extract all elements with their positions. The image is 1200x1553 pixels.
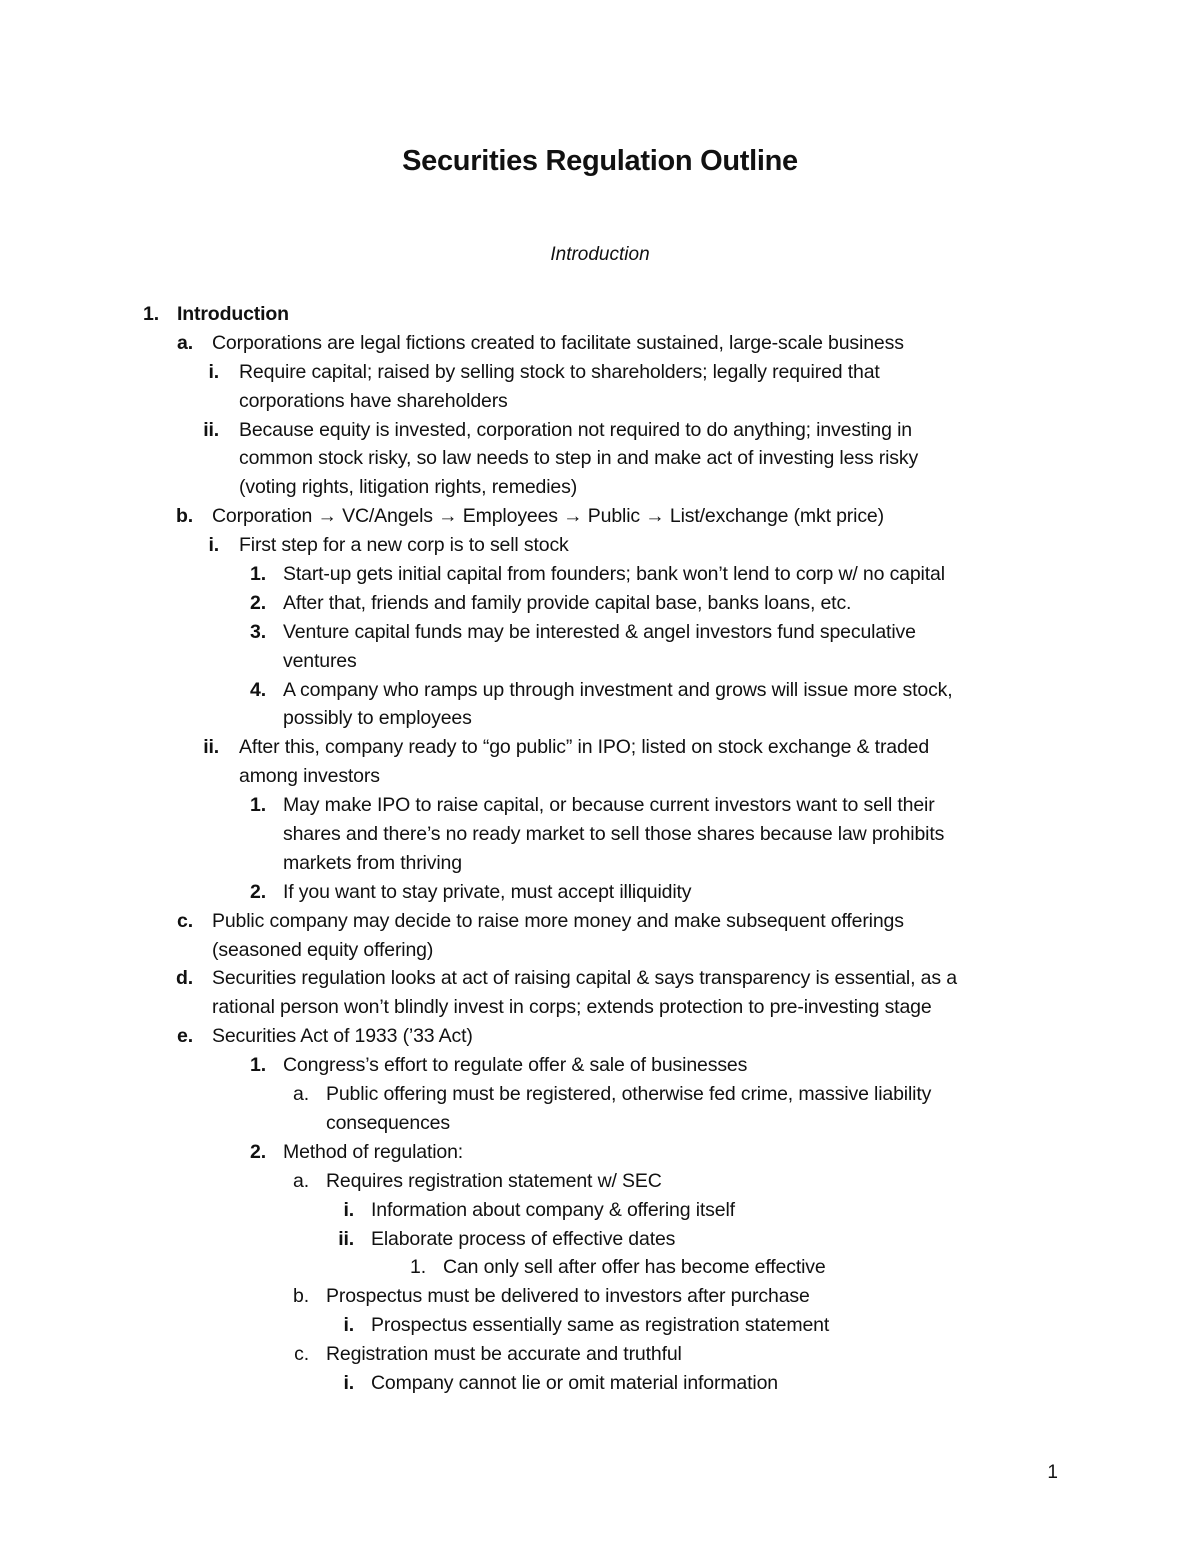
outline-text: A company who ramps up through investment and grows will issue more stock, bbox=[283, 678, 953, 701]
outline-text: rational person won’t blindly invest in corps; extends protection to pre-investing stage bbox=[212, 996, 932, 1019]
outline-text: Because equity is invested, corporation not required to do anything; investing in bbox=[239, 418, 912, 441]
outline-marker: a. bbox=[177, 331, 193, 354]
outline-marker: 1. bbox=[250, 563, 266, 586]
outline-marker: i. bbox=[208, 360, 219, 383]
outline-marker: 2. bbox=[250, 591, 266, 614]
outline-marker: ii. bbox=[338, 1227, 354, 1250]
outline-row bbox=[0, 878, 1200, 907]
outline-marker: 1. bbox=[143, 303, 159, 325]
outline-row bbox=[0, 704, 1200, 733]
outline-text: Securities Act of 1933 (’33 Act) bbox=[212, 1025, 473, 1048]
outline-row bbox=[0, 907, 1200, 936]
outline-marker: a. bbox=[293, 1169, 309, 1192]
outline-row bbox=[0, 473, 1200, 502]
outline-marker: 1. bbox=[250, 1054, 266, 1077]
outline-row bbox=[0, 618, 1200, 647]
outline-row bbox=[0, 1167, 1200, 1196]
outline-row bbox=[0, 1138, 1200, 1167]
outline-row bbox=[0, 560, 1200, 589]
outline-text: among investors bbox=[239, 765, 380, 788]
outline-row bbox=[0, 964, 1200, 993]
outline-marker: 2. bbox=[250, 1140, 266, 1163]
outline-row bbox=[0, 791, 1200, 820]
outline-text: Public offering must be registered, otherwise fed crime, massive liability bbox=[326, 1083, 932, 1106]
outline-text: Registration must be accurate and truthful bbox=[326, 1343, 682, 1366]
outline-text: Requires registration statement w/ SEC bbox=[326, 1169, 662, 1192]
outline-text: First step for a new corp is to sell stock bbox=[239, 534, 569, 557]
outline-text: Public company may decide to raise more money and make subsequent offerings bbox=[212, 909, 904, 932]
outline-row bbox=[0, 1311, 1200, 1340]
outline-marker: i. bbox=[343, 1371, 354, 1394]
outline-marker: 1. bbox=[410, 1256, 426, 1279]
section-subtitle: Introduction bbox=[550, 244, 650, 265]
outline-text: common stock risky, so law needs to step in and make act of investing less risky bbox=[239, 447, 919, 470]
outline-row bbox=[0, 1080, 1200, 1109]
outline-text: Corporations are legal fictions created to facilitate sustained, large-scale business bbox=[212, 331, 904, 354]
outline-text: (voting rights, litigation rights, remedies) bbox=[239, 476, 578, 499]
outline-marker: 1. bbox=[250, 794, 266, 817]
outline-text: Corporation → VC/Angels → Employees → Public → List/exchange (mkt price) bbox=[212, 505, 884, 528]
outline-text: Company cannot lie or omit material information bbox=[371, 1371, 778, 1394]
outline-row bbox=[0, 1369, 1200, 1398]
outline-text: Can only sell after offer has become effective bbox=[443, 1256, 826, 1279]
outline-row bbox=[0, 647, 1200, 676]
outline-text: Prospectus essentially same as registration statement bbox=[371, 1314, 830, 1337]
outline-text: markets from thriving bbox=[283, 851, 462, 874]
document-title: Securities Regulation Outline bbox=[402, 145, 798, 177]
outline-marker: c. bbox=[294, 1343, 309, 1366]
outline-row bbox=[0, 329, 1200, 358]
outline-text: ventures bbox=[283, 649, 357, 672]
outline-text: If you want to stay private, must accept illiquidity bbox=[283, 880, 692, 903]
outline-list bbox=[0, 300, 1200, 1398]
outline-row bbox=[0, 1253, 1200, 1282]
outline-marker: e. bbox=[177, 1025, 193, 1048]
outline-marker: i. bbox=[343, 1314, 354, 1337]
outline-text: After this, company ready to “go public” in IPO; listed on stock exchange & traded bbox=[239, 736, 930, 759]
outline-text: Venture capital funds may be interested & angel investors fund speculative bbox=[283, 620, 916, 643]
outline-row bbox=[0, 416, 1200, 445]
outline-marker: b. bbox=[175, 505, 193, 528]
outline-row bbox=[0, 936, 1200, 965]
outline-marker: 4. bbox=[250, 678, 266, 701]
outline-row bbox=[0, 387, 1200, 416]
outline-text: Method of regulation: bbox=[283, 1140, 464, 1163]
outline-text: (seasoned equity offering) bbox=[212, 938, 434, 961]
outline-row bbox=[0, 1225, 1200, 1254]
outline-row bbox=[0, 444, 1200, 473]
outline-marker: ii. bbox=[203, 418, 219, 441]
outline-marker: b. bbox=[293, 1285, 309, 1308]
outline-text: possibly to employees bbox=[283, 707, 472, 730]
outline-row bbox=[0, 676, 1200, 705]
outline-marker: a. bbox=[293, 1083, 309, 1106]
outline-row bbox=[0, 589, 1200, 618]
outline-marker: i. bbox=[208, 534, 219, 557]
outline-row bbox=[0, 300, 1200, 329]
page-number: 1 bbox=[1047, 1462, 1058, 1483]
outline-text: Prospectus must be delivered to investors after purchase bbox=[326, 1285, 810, 1308]
outline-row bbox=[0, 502, 1200, 531]
outline-text: Introduction bbox=[177, 303, 289, 325]
outline-row bbox=[0, 1022, 1200, 1051]
outline-row bbox=[0, 762, 1200, 791]
outline-text: Require capital; raised by selling stock to shareholders; legally required that bbox=[239, 360, 880, 383]
outline-text: After that, friends and family provide capital base, banks loans, etc. bbox=[283, 591, 852, 614]
outline-text: Start-up gets initial capital from founders; bank won’t lend to corp w/ no capital bbox=[283, 563, 945, 586]
outline-text: Securities regulation looks at act of raising capital & says transparency is essential, as a bbox=[212, 967, 957, 990]
outline-row bbox=[0, 1196, 1200, 1225]
outline-row bbox=[0, 820, 1200, 849]
outline-marker: ii. bbox=[203, 736, 219, 759]
outline-marker: i. bbox=[343, 1198, 354, 1221]
outline-text: corporations have shareholders bbox=[239, 389, 508, 412]
outline-row bbox=[0, 531, 1200, 560]
outline-row bbox=[0, 1340, 1200, 1369]
outline-text: May make IPO to raise capital, or because current investors want to sell their bbox=[283, 794, 935, 817]
outline-row bbox=[0, 358, 1200, 387]
outline-text: Congress’s effort to regulate offer & sale of businesses bbox=[283, 1054, 748, 1077]
outline-row bbox=[0, 849, 1200, 878]
outline-marker: c. bbox=[177, 909, 193, 932]
outline-text: shares and there’s no ready market to sell those shares because law prohibits bbox=[283, 823, 945, 846]
outline-row bbox=[0, 993, 1200, 1022]
outline-text: consequences bbox=[326, 1111, 450, 1134]
outline-row bbox=[0, 1109, 1200, 1138]
outline-marker: 2. bbox=[250, 880, 266, 903]
outline-text: Information about company & offering itself bbox=[371, 1198, 735, 1221]
outline-marker: d. bbox=[175, 967, 193, 990]
outline-text: Elaborate process of effective dates bbox=[371, 1227, 676, 1250]
outline-row bbox=[0, 1282, 1200, 1311]
outline-row bbox=[0, 1051, 1200, 1080]
outline-row bbox=[0, 733, 1200, 762]
outline-marker: 3. bbox=[250, 620, 266, 643]
